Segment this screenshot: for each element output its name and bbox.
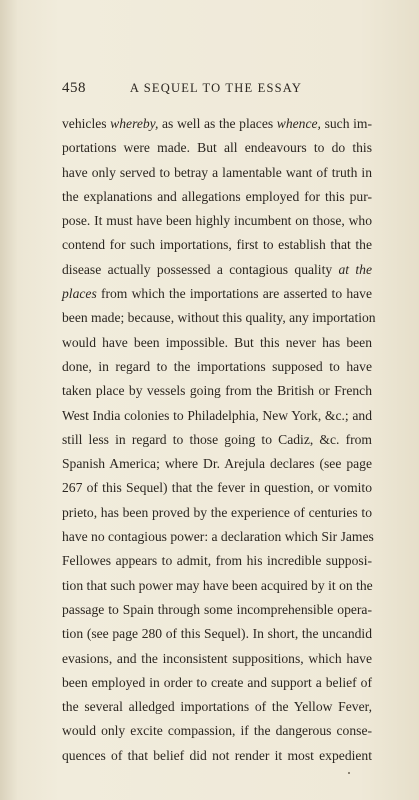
text-run: done, in regard to the importations supposed to have	[62, 358, 372, 374]
text-run: taken place by vessels going from the British or French	[62, 383, 372, 399]
text-line	[62, 331, 372, 355]
ink-speck	[348, 772, 350, 774]
text-run: been made; because, without this quality, any importation	[62, 310, 376, 326]
text-run: contend for such importations, first to establish that the	[62, 237, 372, 253]
text-line	[62, 258, 372, 282]
running-title: A SEQUEL TO THE ESSAY	[129, 81, 303, 95]
text-line	[62, 549, 372, 573]
text-run: the several alledged importations of the Yellow Fever,	[62, 699, 372, 715]
text-run: such im-	[320, 116, 373, 131]
italic-run: places	[62, 286, 97, 302]
text-line	[62, 622, 372, 646]
text-run: tion (see page 280 of this Sequel). In short, the uncandid	[62, 626, 372, 642]
text-line	[62, 501, 372, 525]
text-run: tion that such power may have been acquired by it on the	[62, 577, 373, 593]
italic-run: whence,	[276, 116, 321, 131]
text-line	[62, 476, 372, 500]
text-run: portations were made. But all endeavours to do this	[62, 140, 372, 156]
text-run: passage to Spain through some incomprehensible opera-	[62, 601, 372, 617]
text-line	[62, 647, 372, 671]
italic-run: whereby,	[110, 116, 159, 131]
text-run: Spanish America; where Dr. Arejula declares (see page	[62, 456, 372, 472]
text-line	[62, 209, 372, 233]
text-run: would only excite compassion, if the dangerous conse-	[62, 723, 372, 739]
text-run: vehicles	[62, 116, 111, 131]
text-line	[62, 598, 372, 622]
text-run: 267 of this Sequel) that the fever in question, or vomito	[62, 480, 372, 496]
text-run: still less in regard to those going to Cadiz, &c. from	[62, 431, 372, 447]
text-line	[62, 112, 372, 136]
text-run: have only served to betray a lamentable want of truth in	[62, 164, 372, 180]
text-run: been employed in order to create and support a belief of	[62, 674, 372, 690]
text-line	[62, 379, 372, 403]
text-run: prieto, has been proved by the experience of centuries to	[62, 504, 372, 520]
text-line	[62, 574, 372, 598]
text-run: the explanations and allegations employed for this pur-	[62, 188, 372, 204]
text-line	[62, 136, 372, 160]
text-line	[62, 428, 372, 452]
text-run: from which the importations are asserted to have	[96, 286, 372, 302]
text-run: pose. It must have been highly incumbent on those, who	[62, 213, 372, 229]
text-run: West India colonies to Philadelphia, New York, &c.; and	[62, 407, 372, 423]
italic-run: at the	[338, 261, 372, 277]
text-line	[62, 355, 372, 379]
text-line	[62, 452, 372, 476]
text-line	[62, 306, 376, 330]
text-run: have no contagious power: a declaration which Sir James	[62, 529, 374, 545]
text-run: evasions, and the inconsistent suppositions, which have	[62, 650, 372, 666]
text-line	[62, 282, 372, 306]
text-line	[62, 185, 372, 209]
text-run: Fellowes appears to admit, from his incredible supposi-	[62, 553, 372, 569]
text-line	[62, 671, 372, 695]
text-run: as well as the places	[158, 116, 277, 131]
page-number: 458	[62, 80, 86, 96]
text-line	[62, 233, 372, 257]
text-run: would have been impossible. But this never has been	[62, 334, 372, 350]
text-line	[62, 525, 372, 549]
text-line	[62, 744, 372, 768]
text-run: quences of that belief did not render it most expedient	[62, 747, 372, 763]
text-line	[62, 404, 372, 428]
body-text	[62, 112, 376, 768]
text-line	[62, 719, 372, 743]
text-run: disease actually possessed a contagious quality	[62, 261, 339, 277]
text-line	[62, 695, 372, 719]
text-line	[62, 161, 372, 185]
